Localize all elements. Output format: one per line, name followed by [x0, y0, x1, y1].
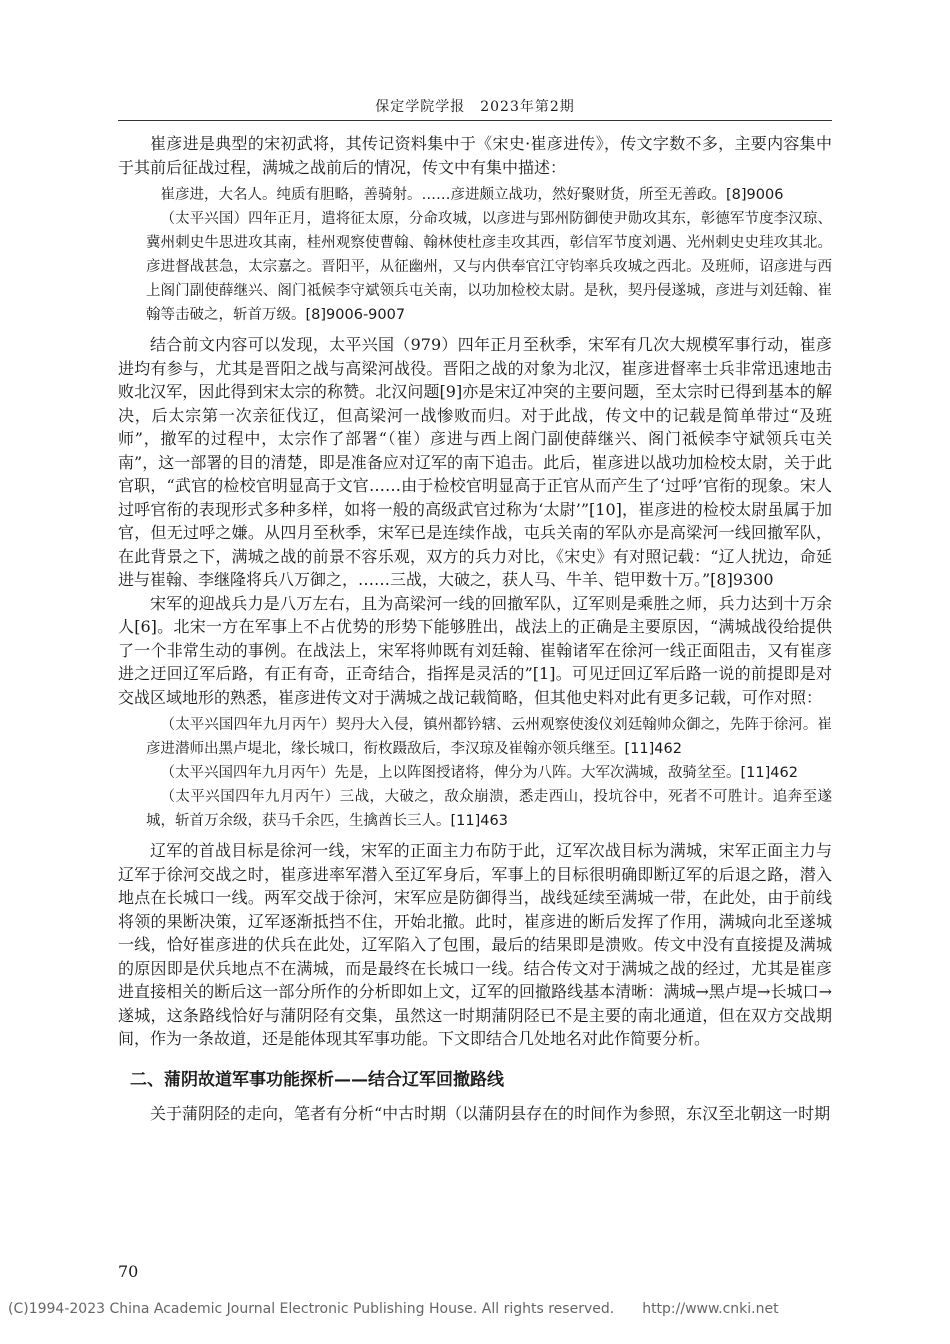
- journal-header: 保定学院学报 2023年第2期: [375, 99, 575, 115]
- section-heading: 二、蒲阴故道军事功能探析——结合辽军回撤路线: [130, 1069, 504, 1090]
- copyright-notice: (C)1994-2023 China Academic Journal Electronic Publishing House. All rights reserved. http://www.cnki.net: [8, 1301, 779, 1317]
- paragraph-2: 结合前文内容可以发现，太平兴国（979）四年正月至秋季，宋军有几次大规模军事行动，崔彦进均有参与，尤其是晋阳之战与高梁河战役。晋阳之战的对象为北汉，崔彦进督率士兵非常迅速地击败北汉军，因此得到宋太宗的称赞。北汉问题[9]亦是宋辽冲突的主要问题，至太宗时已得到基本的解决，后太宗第一次亲征伐辽，但高梁河一战惨败而归。对于此战，传文中的记载是简单带过“及班师”，撤军的过程中，太宗作了部署“（崔）彦进与西上阁门副使薛继兴、阁门祗候李守斌领兵屯关南”，这一部署的目的清楚，即是准备应对辽军的南下追击。此后，崔彦进以战功加检校太尉，关于此官职，“武官的检校官明显高于文官……由于检校官明显高于正官从而产生了‘过呼’官衔的现象。宋人过呼官衔的表现形式多种多样，如将一般的高级武官过称为‘太尉’”[10]，崔彦进的检校太尉虽属于加官，但无过呼之嫌。从四月至秋季，宋军已是连续作战，屯兵关南的军队亦是高梁河一线回撤军队，在此背景之下，满城之战的前景不容乐观，双方的兵力对比，《宋史》有对照记载：“辽人扰边，命延进与崔翰、李继隆将兵八万御之，……三战，大破之，获人马、牛羊、铠甲数十万。”[8]9300: [118, 335, 832, 589]
- quote-1: 崔彦进，大名人。纯质有胆略，善骑射。……彦进颇立战功，然好聚财货，所至无善政。[8]9006: [160, 187, 784, 203]
- paragraph-3: 宋军的迎战兵力是八万左右，且为高梁河一线的回撤军队，辽军则是乘胜之师，兵力达到十万余人[6]。北宋一方在军事上不占优势的形势下能够胜出，战法上的正确是主要原因，“满城战役给提供了一个非常生动的事例。在战法上，宋军将帅既有刘廷翰、崔翰诸军在徐河一线正面阻击，又有崔彦进之迂回辽军后路，有正有奇，正奇结合，指挥是灵活的”[1]。可见迂回辽军后路一说的前提即是对交战区域地形的熟悉，崔彦进传文对于满城之战记载简略，但其他史料对此有更多记载，可作对照：: [118, 593, 832, 707]
- paragraph-1: 崔彦进是典型的宋初武将，其传记资料集中于《宋史·崔彦进传》，传文字数不多，主要内容集中于其前后征战过程，满城之战前后的情况，传文中有集中描述：: [118, 134, 832, 177]
- quote-2: （太平兴国）四年正月，遣将征太原，分命攻城，以彦进与郢州防御使尹勋攻其东，彰德军节度李汉琼、冀州刺史牛思进攻其南，桂州观察使曹翰、翰林使杜彦圭攻其西，彰信军节度刘遇、光州刺史史珪攻其北。彦进督战甚急，太宗嘉之。晋阳平，从征幽州，又与内供奉官江守钧率兵攻城之西北。及班师，诏彦进与西上阁门副使薛继兴、阁门祗候李守斌领兵屯关南，以功加检校太尉。是秋，契丹侵遂城，彦进与刘廷翰、崔翰等击破之，斩首万级。[8]9006-9007: [146, 211, 832, 323]
- quote-4: （太平兴国四年九月丙午）先是，上以阵图授诸将，俾分为八阵。大军次满城，敌骑坌至。[11]462: [160, 765, 798, 781]
- quote-3: （太平兴国四年九月丙午）契丹大入侵，镇州都钤辖、云州观察使浚仪刘廷翰帅众御之，先阵于徐河。崔彦进潜师出黑卢堤北，缘长城口，衔枚蹑敌后，李汉琼及崔翰亦领兵继至。[11]462: [146, 717, 832, 757]
- article-body: [118, 132, 832, 1125]
- quote-5: （太平兴国四年九月丙午）三战，大破之，敌众崩溃，悉走西山，投坑谷中，死者不可胜计。追奔至遂城，斩首万余级，获马千余匹，生擒酋长三人。[11]463: [146, 789, 832, 829]
- paragraph-4: 辽军的首战目标是徐河一线，宋军的正面主力布防于此，辽军次战目标为满城，宋军正面主力与辽军于徐河交战之时，崔彦进率军潜入至辽军身后，军事上的目标很明确即断辽军的后退之路，潜入地点在长城口一线。两军交战于徐河，宋军应是防御得当，战线延续至满城一带，在此处，由于前线将领的果断决策，辽军逐渐抵挡不住，开始北撤。此时，崔彦进的断后发挥了作用，满城向北至遂城一线，恰好崔彦进的伏兵在此处，辽军陷入了包围，最后的结果即是溃败。传文中没有直接提及满城的原因即是伏兵地点不在满城，而是最终在长城口一线。结合传文对于满城之战的经过，尤其是崔彦进直接相关的断后这一部分所作的分析即如上文，辽军的回撤路线基本清晰：满城→黑卢堤→长城口→遂城，这条路线恰好与蒲阴陉有交集，虽然这一时期蒲阴陉已不是主要的南北通道，但在双方交战期间，作为一条故道，还是能体现其军事功能。下文即结合几处地名对此作简要分析。: [118, 841, 832, 1048]
- page-number: 70: [118, 1262, 139, 1281]
- header-rule: [118, 120, 832, 121]
- paragraph-5: 关于蒲阴陉的走向，笔者有分析“中古时期（以蒲阴县存在的时间作为参照，东汉至北朝这一时期: [150, 1103, 831, 1123]
